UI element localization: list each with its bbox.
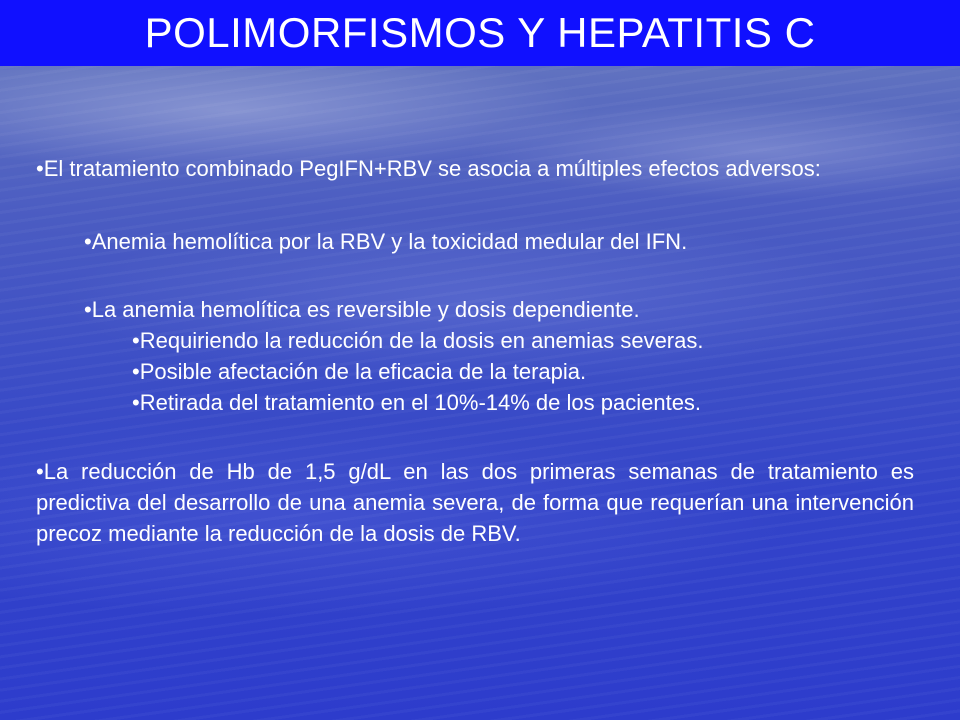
bullet-efficacy [132, 356, 914, 387]
bullet-text: • Anemia hemolítica por la RBV y la toxicidad medular del IFN. [84, 229, 687, 254]
bullet-text: • La reducción de Hb de 1,5 g/dL en las dos primeras semanas de tratamiento es predictiva del desarrollo de una anemia severa, de forma que requerían una intervención precoz mediante la reducción de la dosis de RBV. [36, 459, 914, 546]
bullet-text: • La anemia hemolítica es reversible y dosis dependiente. [84, 297, 640, 322]
bullet-text: • Posible afectación de la eficacia de la terapia. [132, 359, 586, 384]
bullet-hemolytic-anemia [84, 226, 914, 257]
bullet-dose-reduction [132, 325, 914, 356]
bullet-hb-reduction [36, 456, 914, 549]
bullet-reversible-anemia [84, 294, 914, 325]
title-bar [0, 0, 960, 66]
bullet-text: • Retirada del tratamiento en el 10%-14% de los pacientes. [132, 390, 701, 415]
bullet-text: • El tratamiento combinado PegIFN+RBV se asocia a múltiples efectos adversos: [36, 156, 821, 181]
slide-title: POLIMORFISMOS Y HEPATITIS C [144, 9, 816, 56]
slide-content [36, 153, 914, 549]
bullet-text: • Requiriendo la reducción de la dosis en anemias severas. [132, 328, 703, 353]
bullet-treatment-effects [36, 153, 914, 184]
bullet-withdrawal [132, 387, 914, 418]
